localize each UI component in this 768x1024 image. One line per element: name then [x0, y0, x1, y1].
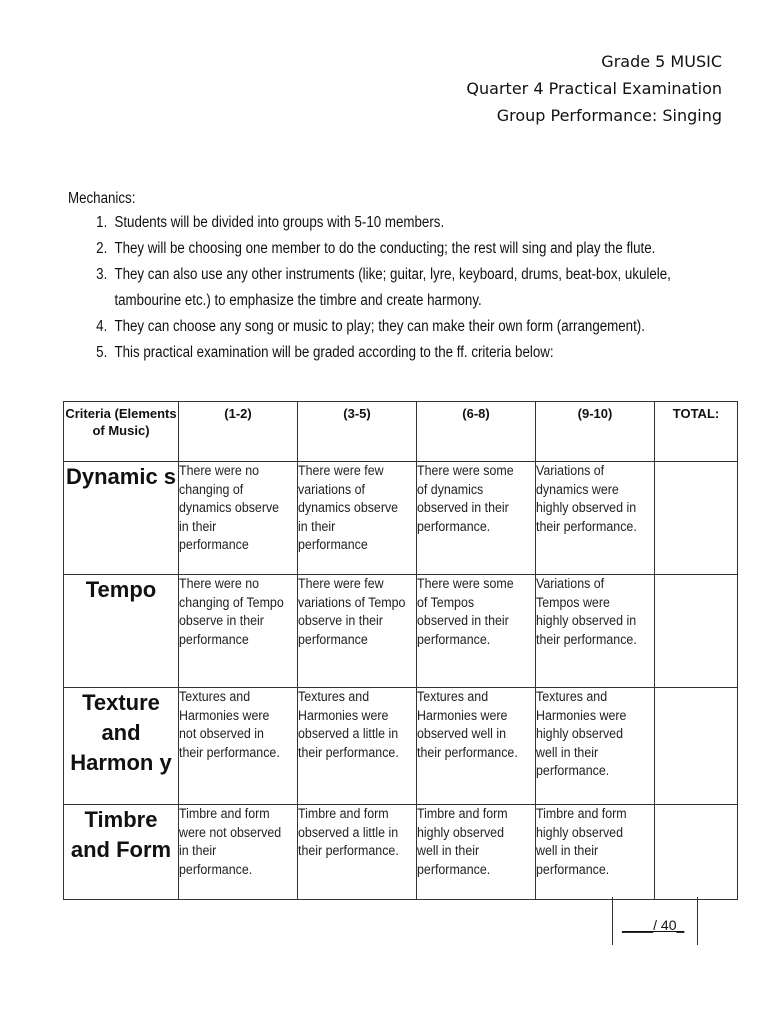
table-row [64, 688, 738, 805]
rubric-cell: There were no changing of dynamics observe in their performance [179, 462, 298, 575]
mechanics-item: 3. They can also use any other instruments (like; guitar, lyre, keyboard, drums, beat-box, ukulele, tambourine etc.) to emphasize the timbre and create harmony. [111, 262, 722, 314]
rubric-cell: Textures and Harmonies were observed well in their performance. [417, 688, 536, 805]
rubric-cell: There were few variations of dynamics observe in their performance [298, 462, 417, 575]
grade-title: Grade 5 MUSIC [601, 52, 722, 71]
rubric-cell: Variations of dynamics were highly observed in their performance. [536, 462, 655, 575]
rubric-cell: Timbre and form were not observed in their performance. [179, 805, 298, 900]
table-row [64, 805, 738, 900]
mechanics-section [68, 190, 722, 366]
rubric-cell: Timbre and form highly observed well in their performance. [536, 805, 655, 900]
table-header-row [64, 402, 738, 462]
rubric-cell: Timbre and form observed a little in their performance. [298, 805, 417, 900]
rubric-cell: There were some of dynamics observed in their performance. [417, 462, 536, 575]
mechanics-item: 4. They can choose any song or music to play; they can make their own form (arrangement). [111, 314, 722, 340]
mechanics-title: Mechanics: [68, 190, 136, 207]
header-score-9-10: (9-10) [536, 402, 655, 462]
performance-title: Group Performance: Singing [496, 106, 722, 125]
rubric-cell: Timbre and form highly observed well in their performance. [417, 805, 536, 900]
mechanics-item: 5. This practical examination will be graded according to the ff. criteria below: [111, 340, 722, 366]
header-score-6-8: (6-8) [417, 402, 536, 462]
criteria-texture-harmony: Texture and Harmon y [64, 688, 179, 805]
rubric-cell: There were no changing of Tempo observe in their performance [179, 575, 298, 688]
rubric-cell: Variations of Tempos were highly observed in their performance. [536, 575, 655, 688]
criteria-tempo: Tempo [64, 575, 179, 688]
rubric-cell: Textures and Harmonies were highly observed well in their performance. [536, 688, 655, 805]
mechanics-item: 2. They will be choosing one member to do the conducting; the rest will sing and play the flute. [111, 236, 722, 262]
header-score-1-2: (1-2) [179, 402, 298, 462]
header-score-3-5: (3-5) [298, 402, 417, 462]
header-total: TOTAL: [655, 402, 738, 462]
mechanics-item: 1. Students will be divided into groups with 5-10 members. [111, 210, 722, 236]
total-cell [655, 688, 738, 805]
exam-title: Quarter 4 Practical Examination [466, 79, 722, 98]
rubric-cell: Textures and Harmonies were not observed in their performance. [179, 688, 298, 805]
mechanics-list [68, 210, 722, 366]
table-row [64, 575, 738, 688]
total-cell [655, 462, 738, 575]
criteria-timbre-form: Timbre and Form [64, 805, 179, 900]
document-header [466, 48, 722, 129]
rubric-cell: There were few variations of Tempo observe in their performance [298, 575, 417, 688]
header-criteria: Criteria (Elements of Music) [64, 402, 179, 462]
rubric-cell: Textures and Harmonies were observed a little in their performance. [298, 688, 417, 805]
total-cell [655, 805, 738, 900]
total-score: ____/ 40_ [622, 917, 685, 933]
rubric-table [63, 401, 738, 900]
table-row [64, 462, 738, 575]
criteria-dynamics: Dynamic s [64, 462, 179, 575]
rubric-cell: There were some of Tempos observed in their performance. [417, 575, 536, 688]
total-cell [655, 575, 738, 688]
